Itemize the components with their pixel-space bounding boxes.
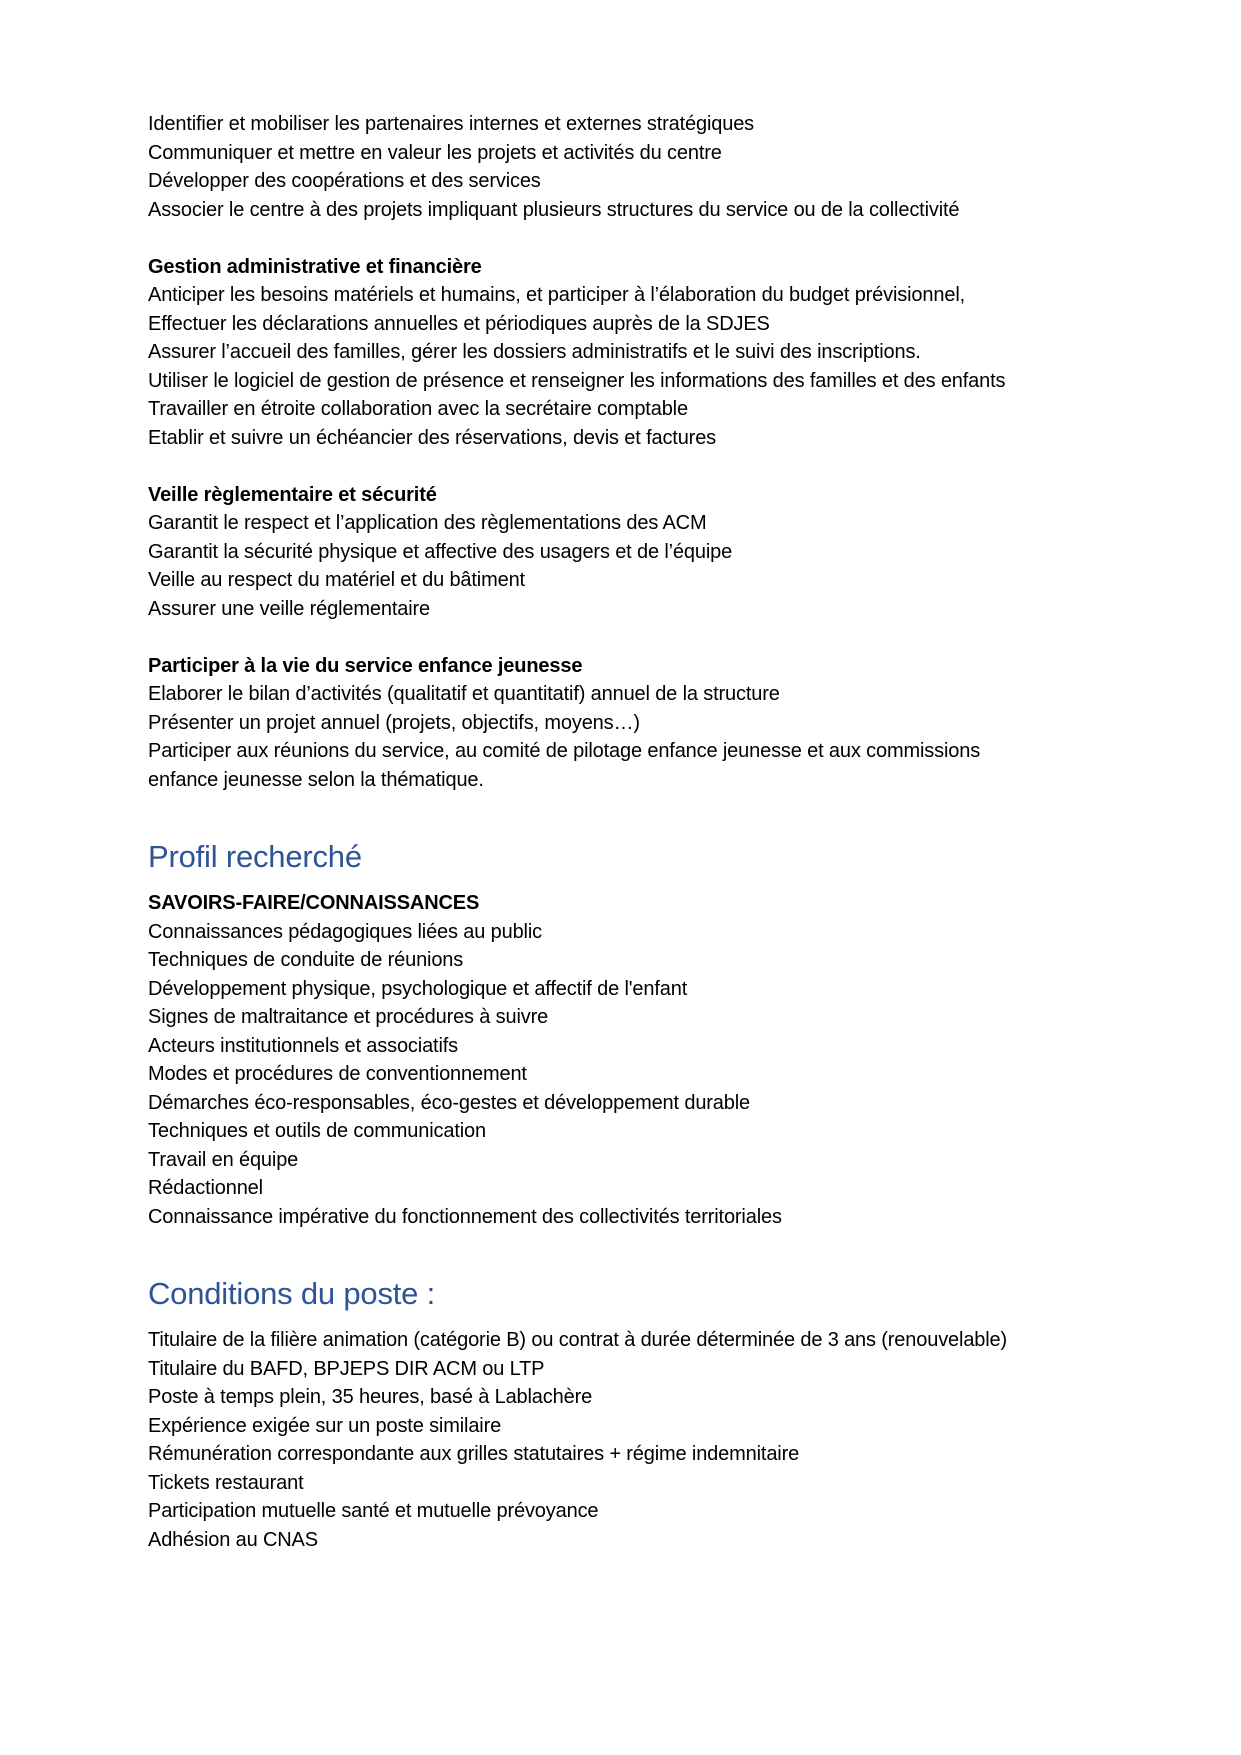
body-line: Tickets restaurant: [148, 1471, 304, 1494]
body-line: Associer le centre à des projets impliquant plusieurs structures du service ou de la collectivité: [148, 198, 960, 221]
body-line: Expérience exigée sur un poste similaire: [148, 1414, 502, 1437]
body-line: Garantit le respect et l’application des règlementations des ACM: [148, 512, 707, 534]
body-line: Veille au respect du matériel et du bâtiment: [148, 569, 525, 591]
body-line: Travailler en étroite collaboration avec la secrétaire comptable: [148, 398, 688, 420]
body-line: Assurer l’accueil des familles, gérer les dossiers administratifs et le suivi des inscriptions.: [148, 341, 921, 363]
body-line: Connaissance impérative du fonctionnement des collectivités territoriales: [148, 1205, 782, 1228]
body-line: Développement physique, psychologique et affectif de l'enfant: [148, 977, 688, 1000]
body-line: Garantit la sécurité physique et affective des usagers et de l’équipe: [148, 540, 733, 563]
body-line: Techniques et outils de communication: [148, 1120, 486, 1142]
body-line: enfance jeunesse selon la thématique.: [148, 768, 484, 791]
section-title-conditions-du-poste: Conditions du poste :: [148, 1276, 436, 1311]
body-line: Présenter un projet annuel (projets, objectifs, moyens…): [148, 711, 640, 734]
section-veille-reglementaire: [148, 481, 1211, 624]
body-line: Utiliser le logiciel de gestion de présence et renseigner les informations des familles et des enfants: [148, 369, 1006, 392]
section-title-profil-recherche: Profil recherché: [148, 839, 362, 874]
body-line: Participer aux réunions du service, au comité de pilotage enfance jeunesse et aux commissions: [148, 740, 981, 762]
subsection-heading-gestion-administrative: Gestion administrative et financière: [148, 255, 482, 278]
body-line: Rémunération correspondante aux grilles statutaires + régime indemnitaire: [148, 1443, 800, 1465]
section-conditions-du-poste: [148, 1326, 1211, 1554]
body-line: Démarches éco-responsables, éco-gestes et développement durable: [148, 1091, 751, 1114]
body-line: Signes de maltraitance et procédures à suivre: [148, 1006, 549, 1028]
subsection-heading-veille-reglementaire: Veille règlementaire et sécurité: [148, 483, 437, 506]
body-line: Titulaire de la filière animation (catégorie B) ou contrat à durée déterminée de 3 ans (renouvelable): [148, 1329, 1008, 1351]
body-line: Techniques de conduite de réunions: [148, 949, 464, 971]
body-line: Acteurs institutionnels et associatifs: [148, 1034, 459, 1057]
subsection-heading-savoirs-faire: SAVOIRS-FAIRE/CONNAISSANCES: [148, 892, 480, 914]
body-line: Anticiper les besoins matériels et humains, et participer à l’élaboration du budget prévisionnel,: [148, 284, 966, 306]
body-line: Connaissances pédagogiques liées au public: [148, 920, 542, 943]
body-line: Titulaire du BAFD, BPJEPS DIR ACM ou LTP: [148, 1357, 545, 1380]
section-gestion-administrative: [148, 253, 1211, 453]
intro-paragraph: [148, 110, 1211, 224]
body-line: Adhésion au CNAS: [148, 1528, 318, 1551]
body-line: Identifier et mobiliser les partenaires internes et externes stratégiques: [148, 113, 755, 135]
subsection-heading-participer-vie-service: Participer à la vie du service enfance jeunesse: [148, 654, 583, 677]
body-line: Modes et procédures de conventionnement: [148, 1063, 527, 1085]
body-line: Participation mutuelle santé et mutuelle prévoyance: [148, 1500, 599, 1522]
body-line: Etablir et suivre un échéancier des réservations, devis et factures: [148, 426, 717, 449]
body-line: Travail en équipe: [148, 1148, 299, 1171]
section-profil-recherche: [148, 889, 1211, 1231]
body-line: Communiquer et mettre en valeur les projets et activités du centre: [148, 141, 722, 164]
section-participer-vie-service: [148, 652, 1211, 795]
body-line: Elaborer le bilan d’activités (qualitatif et quantitatif) annuel de la structure: [148, 683, 780, 705]
body-line: Effectuer les déclarations annuelles et périodiques auprès de la SDJES: [148, 312, 770, 335]
body-line: Développer des coopérations et des services: [148, 170, 541, 192]
body-line: Poste à temps plein, 35 heures, basé à Lablachère: [148, 1386, 593, 1408]
body-line: Rédactionnel: [148, 1177, 263, 1199]
body-line: Assurer une veille réglementaire: [148, 597, 431, 620]
